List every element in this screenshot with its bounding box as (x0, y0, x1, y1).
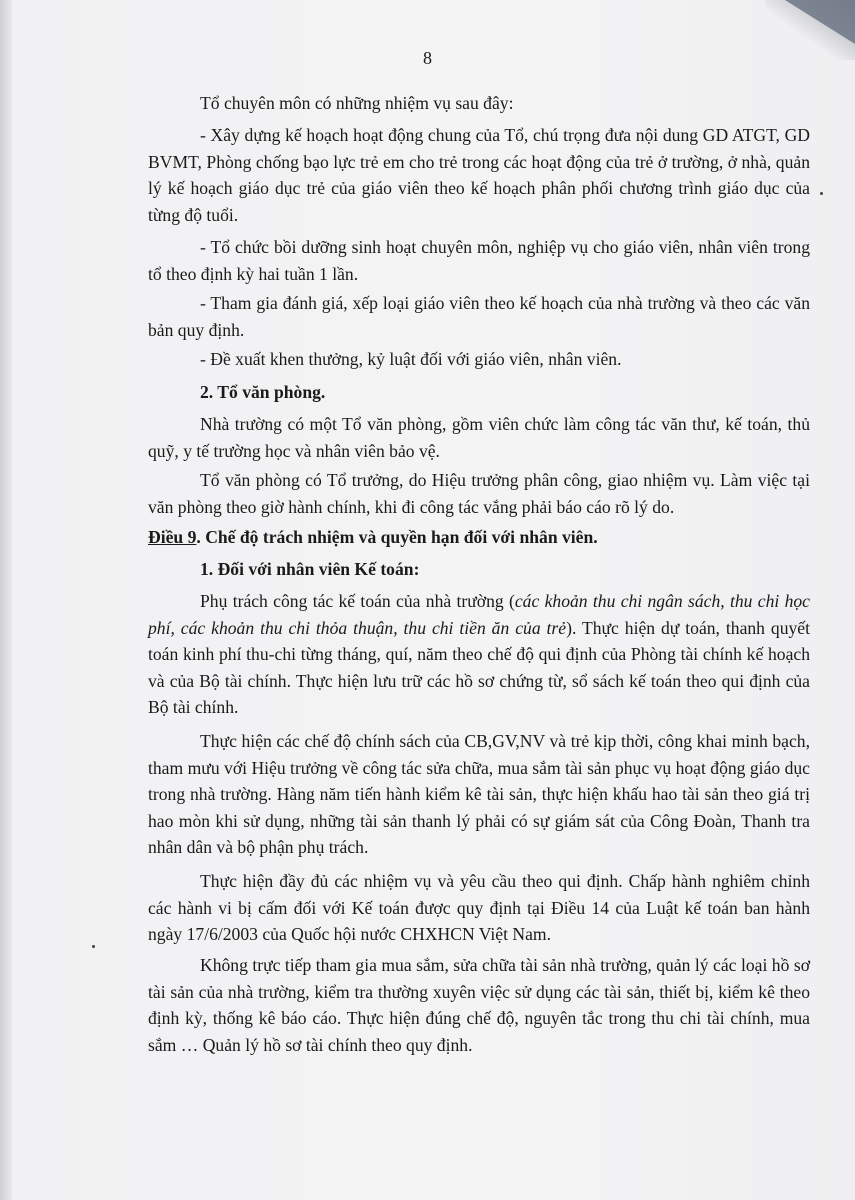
heading-accountant: 1. Đối với nhân viên Kế toán: (200, 559, 420, 579)
paragraph-intro: Tổ chuyên môn có những nhiệm vụ sau đây: (200, 93, 514, 113)
paragraph-office-2: Tổ văn phòng có Tổ trưởng, do Hiệu trưởng phân công, giao nhiệm vụ. Làm việc tại văn phòng theo giờ hành chính, khi đi công tác vắng phải báo cáo rõ lý do. (148, 470, 810, 517)
accountant-1-italic: các khoản thu chi ngân sách, thu chi học phí, các khoản thu chi thỏa thuận, thu chi tiền ăn của trẻ (148, 591, 810, 638)
accountant-1-text-a: Phụ trách công tác kế toán của nhà trường ( (200, 591, 515, 611)
paragraph-accountant-2: Thực hiện các chế độ chính sách của CB,GV,NV và trẻ kịp thời, công khai minh bạch, tham mưu với Hiệu trưởng về công tác sửa chữa, mua sắm tài sản phục vụ hoạt động giáo dục trong nhà trường. Hàng năm tiến hành kiểm kê tài sản, thực hiện khấu hao tài sản theo giá trị hao mòn khi sử dụng, những tài sản thanh lý phải có sự giám sát của Công Đoàn, Thanh tra nhân dân và bộ phận phụ trách. (148, 731, 810, 857)
paragraph-accountant-4: Không trực tiếp tham gia mua sắm, sửa chữa tài sản nhà trường, quản lý các loại hồ sơ tài sản của nhà trường, kiểm tra thường xuyên việc sử dụng các tài sản, thiết bị, kiểm kê theo định kỳ, thống kê báo cáo. Thực hiện đúng chế độ, nguyên tắc trong thu chi tài chính, mua sắm … Quản lý hồ sơ tài chính theo quy định. (148, 955, 810, 1055)
paragraph-task-1: - Xây dựng kế hoạch hoạt động chung của Tổ, chú trọng đưa nội dung GD ATGT, GD BVMT, Phòng chống bạo lực trẻ em cho trẻ trong các hoạt động của trẻ ở trường, ở nhà, quản lý kế hoạch giáo dục trẻ của giáo viên theo kế hoạch phân phối chương trình giáo dục của từng độ tuổi. (148, 125, 810, 225)
accountant-1-text-b: ). Thực hiện dự toán, thanh quyết toán kinh phí thu-chi từng tháng, quí, năm theo chế độ qui định của Phòng tài chính kế hoạch và của Bộ tài chính. Thực hiện lưu trữ các hồ sơ chứng từ, sổ sách kế toán theo qui định của Bộ tài chính. (148, 617, 810, 717)
paragraph-task-3: - Tham gia đánh giá, xếp loại giáo viên theo kế hoạch của nhà trường và theo các văn bản quy định. (148, 293, 810, 340)
paragraph-accountant-1 (148, 588, 810, 721)
page-number: 8 (423, 48, 432, 68)
folded-corner (785, 0, 855, 44)
paragraph-office-1: Nhà trường có một Tổ văn phòng, gồm viên chức làm công tác văn thư, kế toán, thủ quỹ, y tế trường học và nhân viên bảo vệ. (148, 414, 810, 461)
page-left-edge (0, 0, 12, 1200)
article-9-title: . Chế độ trách nhiệm và quyền hạn đối với nhân viên. (196, 527, 598, 547)
paragraph-task-4: - Đề xuất khen thưởng, kỷ luật đối với giáo viên, nhân viên. (200, 349, 622, 369)
heading-office-team: 2. Tổ văn phòng. (200, 382, 326, 402)
scan-speck (92, 945, 95, 948)
article-9-label: Điều 9 (148, 527, 197, 547)
paragraph-task-2: - Tổ chức bồi dưỡng sinh hoạt chuyên môn, nghiệp vụ cho giáo viên, nhân viên trong tổ theo định kỳ hai tuần 1 lần. (148, 237, 810, 284)
scan-speck (820, 192, 823, 195)
heading-article-9 (148, 524, 810, 551)
paragraph-accountant-3: Thực hiện đầy đủ các nhiệm vụ và yêu cầu theo qui định. Chấp hành nghiêm chỉnh các hành vi bị cấm đối với Kế toán được quy định tại Điều 14 của Luật kế toán ban hành ngày 17/6/2003 của Quốc hội nước CHXHCN Việt Nam. (148, 871, 810, 944)
